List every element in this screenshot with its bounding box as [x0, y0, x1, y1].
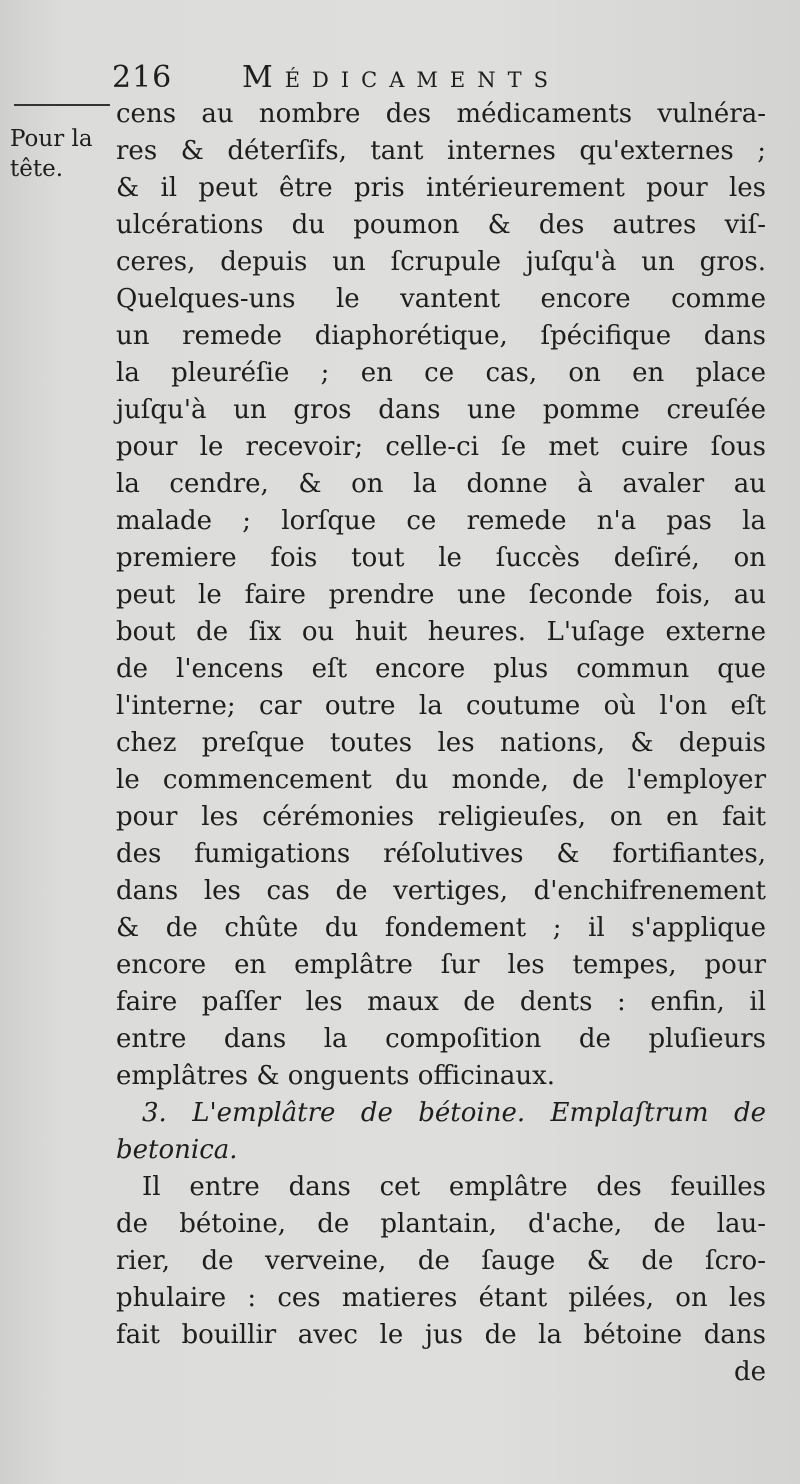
section-heading: 3. L'emplâtre de bétoine. Emplaſtrum de [142, 1098, 766, 1128]
text-line: Il entre dans cet emplâtre des feuilles [142, 1172, 766, 1202]
text-line: faire paſſer les maux de dents : enfin, il [116, 987, 766, 1017]
text-line: de bétoine, de plantain, d'ache, de lau- [116, 1209, 766, 1239]
text-line: malade ; lorſque ce remede n'a pas la [116, 506, 766, 536]
margin-note-line: Pour la [10, 126, 93, 152]
text-line: res & déterſifs, tant internes qu'externes ; [116, 136, 766, 166]
text-line: entre dans la compoſition de pluſieurs [116, 1024, 766, 1054]
text-line: ulcérations du poumon & des autres viſ- [116, 210, 766, 240]
text-line: la pleuréſie ; en ce cas, on en place [116, 358, 766, 388]
text-line: emplâtres & onguents officinaux. [116, 1061, 555, 1091]
catchword: de [733, 1357, 766, 1387]
text-line: le commencement du monde, de l'employer [116, 765, 766, 795]
text-line: cens au nombre des médicaments vulnéra- [116, 99, 766, 129]
text-line: bout de ſix ou huit heures. L'uſage externe [116, 617, 766, 647]
page-header [112, 60, 712, 100]
margin-rule [14, 104, 110, 106]
text-line: & de chûte du fondement ; il s'applique [116, 913, 766, 943]
text-line: des fumigations réſolutives & fortifiantes, [116, 839, 766, 869]
body-text [116, 96, 766, 1391]
text-line: rier, de verveine, de ſauge & de ſcro- [116, 1246, 766, 1276]
text-line: encore en emplâtre ſur les tempes, pour [116, 950, 766, 980]
text-line: ceres, depuis un ſcrupule juſqu'à un gros. [116, 247, 766, 277]
text-line: & il peut être pris intérieurement pour les [116, 173, 766, 203]
text-line: fait bouillir avec le jus de la bétoine dans [116, 1320, 766, 1350]
text-line: la cendre, & on la donne à avaler au [116, 469, 766, 499]
margin-note [10, 124, 110, 184]
text-line: un remede diaphorétique, ſpécifique dans [116, 321, 766, 351]
text-line: l'interne; car outre la coutume où l'on eſt [116, 691, 766, 721]
text-line: Quelques-uns le vantent encore comme [116, 284, 766, 314]
section-heading-continued: betonica. [116, 1135, 238, 1165]
running-head: Médicaments [242, 60, 561, 95]
text-line: dans les cas de vertiges, d'enchifrenement [116, 876, 766, 906]
text-line: pour le recevoir; celle-ci ſe met cuire ſous [116, 432, 766, 462]
margin-note-line: tête. [10, 156, 64, 182]
text-line: pour les cérémonies religieuſes, on en fait [116, 802, 766, 832]
text-line: juſqu'à un gros dans une pomme creuſée [116, 395, 766, 425]
text-line: premiere fois tout le ſuccès deſiré, on [116, 543, 766, 573]
text-line: chez preſque toutes les nations, & depuis [116, 728, 766, 758]
text-line: phulaire : ces matieres étant pilées, on les [116, 1283, 766, 1313]
text-line: de l'encens eſt encore plus commun que [116, 654, 766, 684]
text-line: peut le faire prendre une ſeconde fois, au [116, 580, 766, 610]
page-number: 216 [112, 60, 173, 95]
